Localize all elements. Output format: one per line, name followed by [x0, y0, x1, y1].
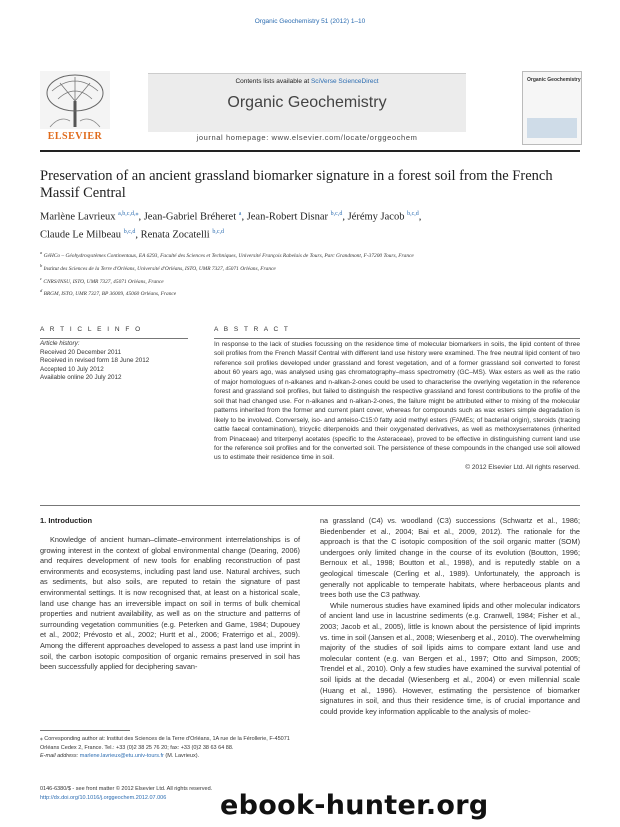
doi-link[interactable]: http://dx.doi.org/10.1016/j.orggeochem.2012.07.006 — [40, 794, 167, 801]
history-item: Received in revised form 18 June 2012 — [40, 357, 150, 365]
paragraph: Knowledge of ancient human–climate–environment interrelationships is of growing interest in the context of global environmental change (Dearing, 2006) and requires development of new tools for enabling reconstruction of past environments and ecosystems, including past land use. Natural archives, such as sediments, but also soils, are reputed to retain the signature of past environmental settings. It is now recognised that, at least on a historical scale, land use change has an irreversible impact on soil in terms of bulk chemical properties and nutrient availability, as well as on the structure and patterns of surrounding vegetation communities (e.g. Peterken and Game, 1984; Dupouey et al., 2002; Prévosto et al., 2002; Hurtt et al., 2006; Fraterrigo et al., 2009). Among the different approaches developed to assess a past land use imprint in soil, the carbon isotopic composition of organic remains preserved in soil has been successfully applied for deciphering savan- — [40, 535, 300, 672]
issn-line: 0146-6380/$ - see front matter © 2012 Elsevier Ltd. All rights reserved. — [40, 786, 213, 792]
introduction-right-text — [320, 516, 580, 717]
author-list — [40, 207, 580, 242]
introduction-heading: 1. Introduction — [40, 516, 93, 525]
author-affiliation-marker[interactable]: b,c,d — [123, 228, 136, 235]
cover-title: Organic Geochemistry — [527, 77, 581, 83]
footnotes — [40, 735, 300, 761]
author-name: Jean-Gabriel Bréheret — [143, 211, 239, 223]
abstract-section-heading — [214, 326, 580, 339]
author-name: Marlène Lavrieux — [40, 211, 119, 223]
email-suffix: (M. Lavrieux). — [163, 753, 200, 760]
elsevier-tree-logo — [40, 71, 110, 143]
affiliation-marker: b — [40, 262, 43, 268]
affiliation — [40, 274, 580, 287]
journal-banner — [148, 73, 466, 132]
right-column — [320, 516, 580, 717]
author-name: Renata Zocatelli — [140, 229, 213, 240]
history-item: Available online 20 July 2012 — [40, 374, 122, 382]
journal-reference[interactable]: Organic Geochemistry 51 (2012) 1–10 — [254, 18, 366, 25]
corresponding-author-note: ⁎ Corresponding author at: Institut des Sciences de la Terre d'Orléans, 1A rue de la Férollerie, F-45071 Orléans Cedex 2, France. Tel.: +33 (0)2 38 25 76 20; fax: +33 (0)2 38 63 64 88. — [40, 736, 290, 751]
cover-image-band — [527, 118, 577, 138]
paragraph: While numerous studies have examined lipids and other molecular indicators of ancient land use in lacustrine sediments (e.g. Cranwell, 1984; Fisher et al., 2003; Jacob et al., 2005), little is known about the persistence of lipid imprints vs. time in soil (Jansen et al., 2008; Wiesenberg et al., 2010). The overwhelming majority of the studies of soil lipids aims to compare extant land use and molecular content (e.g. van Bergen et al., 1997; Otto and Simpson, 2005; Trendel et al., 2010). Only a few studies have examined the survival potential of soil lipids at the decadal (Wiesenberg et al., 2004) or even millennial scale (Huang et al., 1996). However, estimating the persistence of biomarker signatures in soil, and thus their residence time, is of crucial importance and could provide key information applicable to the analysis of molec- — [320, 600, 580, 716]
email-label: E-mail address: — [40, 753, 80, 760]
affiliation-text: CNRS/INSU, ISTO, UMR 7327, 45071 Orléans, France — [42, 278, 164, 285]
contents-line — [148, 78, 466, 85]
article-title: Preservation of an ancient grassland biomarker signature in a forest soil from the French Massif Central — [40, 168, 553, 201]
author-affiliation-marker[interactable]: a,b,c,d,⁎ — [118, 211, 139, 217]
journal-cover-thumbnail — [522, 71, 582, 145]
affiliation — [40, 248, 580, 261]
affiliation-marker: a — [40, 250, 43, 255]
author-affiliation-marker[interactable]: a — [238, 211, 242, 217]
article-history — [40, 340, 188, 383]
masthead — [40, 71, 580, 147]
article-info-heading: A R T I C L E I N F O — [40, 326, 143, 333]
author-affiliation-marker[interactable]: b,c,d — [212, 228, 224, 235]
affiliation-marker: d — [40, 288, 43, 294]
abstract-body — [214, 340, 580, 472]
author-name: Claude Le Milbeau — [40, 229, 124, 240]
affiliation-text: Institut des Sciences de la Terre d'Orléans, Université d'Orléans, ISTO, UMR 7327, 45071 Orléans, France — [42, 265, 276, 272]
author-separator: , — [342, 211, 348, 223]
history-item: Received 20 December 2011 — [40, 348, 122, 356]
affiliation-text: BRGM, ISTO, UMR 7327, BP 36009, 45060 Orléans, France — [42, 291, 177, 298]
left-column — [40, 516, 300, 673]
author-name: Jérémy Jacob — [347, 211, 408, 223]
article-info-section — [40, 326, 188, 339]
introduction-left-text — [40, 535, 300, 673]
contents-prefix: Contents lists available at — [235, 78, 311, 85]
paragraph: na grassland (C4) vs. woodland (C3) successions (Schwartz et al., 1986; Biedenbender et al., 2004; Bai et al., 2009, 2012). The rationale for the approach is that the C isotopic composition of the soil organic matter (SOM) undergoes only limited change in the course of its evolution (Boutton, 1996; Bernoux et al., 1998; Boutton et al., 1998), and is reputedly stable on a geological timescale (Cerling et al., 1989). Unfortunately, the approach is generally not applicable to temperate habitats, where herbaceous plants and trees both use the C3 pathway. — [320, 516, 580, 600]
affiliation-list — [40, 248, 580, 299]
history-item: Accepted 10 July 2012 — [40, 365, 104, 373]
author-separator: , — [418, 211, 422, 223]
email-note — [40, 752, 300, 761]
article-info-rule — [40, 338, 188, 339]
author-affiliation-marker[interactable]: b,c,d — [407, 211, 419, 217]
copyright-notice: © 2012 Elsevier Ltd. All rights reserved. — [465, 463, 580, 471]
affiliation — [40, 261, 580, 274]
author-affiliation-marker[interactable]: b,c,d — [330, 211, 343, 217]
affiliation-text: GéHCo – Géohydrosystèmes Continentaux, EA 6293, Faculté des Sciences et Techniques, Université François Rabelais de Tours, Parc Grandmont, F-37200 Tours, France — [42, 252, 414, 259]
masthead-rule — [40, 150, 580, 152]
watermark: ebook-hunter.org — [220, 790, 489, 821]
affiliation-marker: c — [40, 275, 42, 281]
footnote-rule — [40, 730, 130, 731]
author-separator: , — [135, 229, 141, 240]
journal-homepage[interactable]: journal homepage: www.elsevier.com/locate/orggeochem — [196, 133, 418, 142]
affiliation — [40, 286, 580, 299]
author-name: Jean-Robert Disnar — [246, 211, 331, 223]
abstract-heading: A B S T R A C T — [214, 326, 290, 333]
author-separator: , — [241, 211, 247, 223]
sciencedirect-link[interactable]: SciVerse ScienceDirect — [310, 78, 379, 85]
author-separator: , — [138, 211, 144, 223]
abstract-bottom-rule — [40, 505, 580, 506]
journal-name: Organic Geochemistry — [227, 94, 387, 111]
abstract-text: In response to the lack of studies focussing on the residence time of molecular biomarkers in soils, the lipid content of three soil profiles from the French Massif Central with different land use history were examined. The free neutral lipid content of two reference soil profiles developed under grassland and forest vegetation, and of a former grassland soil converted to forest about 60 years ago, was analysed using gas chromatography–mass spectrometry (GC–MS). Wax esters as well as the ratio of major homologues of n-alkanes and n-alkan-2-ones could be used to characterise the overlying vegetation in the reference forest and grassland soil profiles, but failed to distinguish the respective grassland and forest contributions to the profile of the soil that had changed use. For n-alkanes and n-alkan-2-ones, the failure might be attributed either to mixing of the molecular patterns inherited from the former and current plant cover, whereas for compounds such as wax esters simple degradation is likely to be involved. Conversely, iso- and anteiso-C15:0 fatty acid methyl esters (FAMEs; of bacterial origin), steroids (tracing cattle faecal contamination), tricyclic diterpenoids and their oxygenated derivatives, as well as methoxyserratenes (inherited from Pinaceae) and triterpenyl acetates (specific to the Asteraceae), proved to be effective in distinguishing current land use for the reference soil profiles and for the converted soil. The persistence of these compounds in the changed use soil allowed us to estimate their residence time in soil. — [214, 341, 580, 462]
history-label: Article history: — [40, 340, 80, 347]
email-link[interactable]: marlene.lavrieux@etu.univ-tours.fr — [79, 753, 164, 760]
abstract-rule — [214, 338, 580, 339]
elsevier-wordmark: ELSEVIER — [47, 131, 103, 142]
